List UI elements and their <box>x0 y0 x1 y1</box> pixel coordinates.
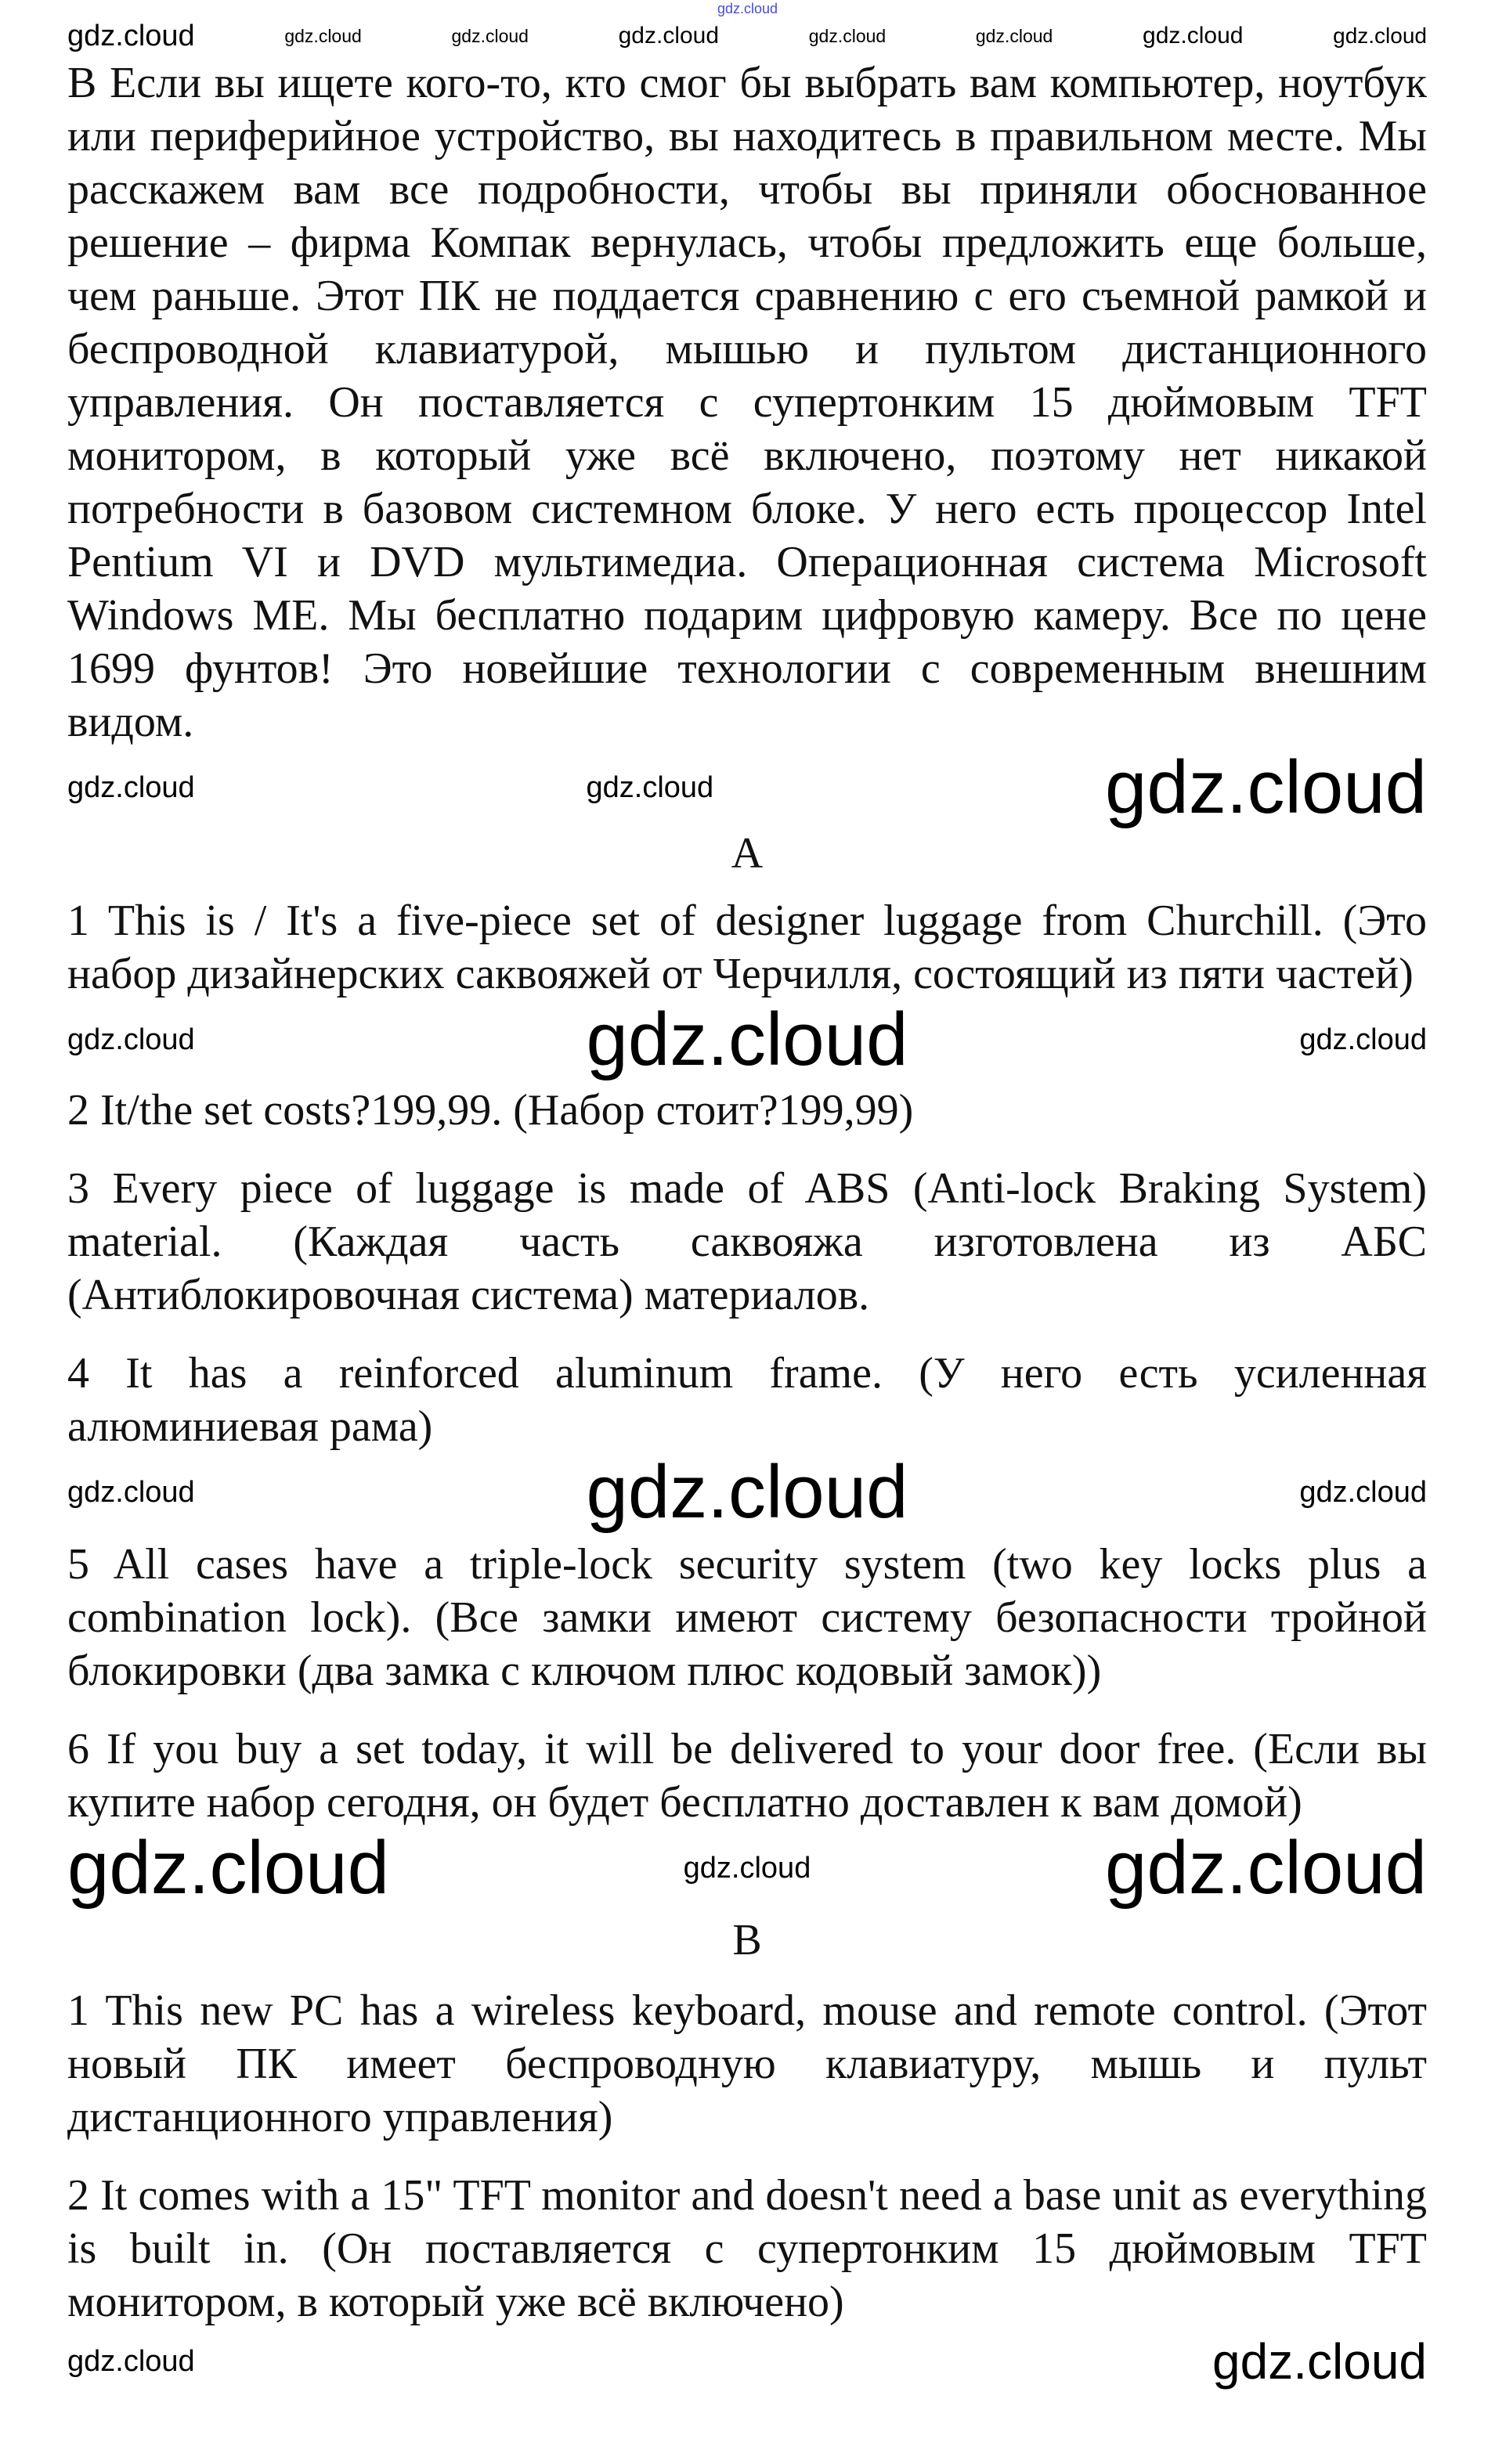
watermark: gdz.cloud <box>67 771 195 804</box>
section-a-item-6: 6 If you buy a set today, it will be delivered to your door free. (Если вы купите набор сегодня, он будет бесплатно доставлен к вам домой) <box>67 1725 1427 1827</box>
watermark: gdz.cloud <box>586 998 908 1081</box>
section-a-item-1: 1 This is / It's a five-piece set of designer luggage from Churchill. (Это набор дизайнерских саквояжей от Черчилля, состоящий из пяти частей) <box>67 896 1427 998</box>
watermark: gdz.cloud <box>586 1450 908 1534</box>
watermark: gdz.cloud <box>1299 1023 1427 1056</box>
watermark-row <box>67 745 1427 829</box>
watermark: gdz.cloud <box>67 1826 389 1910</box>
section-a-item-2: 2 It/the set costs?199,99. (Набор стоит?199,99) <box>67 1086 914 1135</box>
watermark-row <box>67 1826 1427 1910</box>
watermark: gdz.cloud <box>67 2345 195 2378</box>
watermark: gdz.cloud <box>1333 23 1427 48</box>
intro-paragraph: B Если вы ищете кого-то, кто смог бы выбрать вам компьютер, ноутбук или периферийное устройство, вы находитесь в правильном месте. Мы расскажем вам все подробности, чтобы вы приняли обоснованное решение – фирма Компак вернулась, чтобы предложить еще больше, чем раньше. Этот ПК не поддается сравнению с его съемной рамкой и беспроводной клавиатурой, мышью и пультом дистанционного управления. Он поставляется с супертонким 15 дюймовым TFT монитором, в который уже всё включено, поэтому нет никакой потребности в базовом системном блоке. У него есть процессор Intel Pentium VI и DVD мультимедиа. Операционная система Microsoft Windows ME. Мы бесплатно подарим цифровую камеру. Все по цене 1699 фунтов! Это новейшие технологии с современным внешним видом. <box>67 59 1427 746</box>
header-watermark: gdz.cloud <box>717 1 778 16</box>
watermark: gdz.cloud <box>67 20 195 52</box>
section-a-item-3: 3 Every piece of luggage is made of ABS (Anti-lock Braking System) material. (Каждая часть саквояжа изготовлена из АБС (Антиблокировочная система) материалов. <box>67 1164 1427 1319</box>
watermark: gdz.cloud <box>67 1476 195 1509</box>
watermark: gdz.cloud <box>67 1023 195 1056</box>
section-b-heading: B <box>732 1916 762 1964</box>
watermark: gdz.cloud <box>1105 745 1427 829</box>
section-a-item-5: 5 All cases have a triple-lock security system (two key locks plus a combination lock). (Все замки имеют систему безопасности тройной блокировки (два замка с ключом плюс кодовый замок)) <box>67 1540 1427 1695</box>
section-b-item-2: 2 It comes with a 15" TFT monitor and doesn't need a base unit as everything is built in. (Он поставляется с супертонким 15 дюймовым TFT монитором, в который уже всё включено) <box>67 2171 1427 2326</box>
section-a-item-4: 4 It has a reinforced aluminum frame. (У него есть усиленная алюминиевая рама) <box>67 1349 1427 1451</box>
watermark: gdz.cloud <box>1299 1476 1427 1509</box>
watermark-row <box>67 998 1427 1081</box>
watermark: gdz.cloud <box>975 25 1053 46</box>
section-b-item-1: 1 This new PC has a wireless keyboard, mouse and remote control. (Этот новый ПК имеет беспроводную клавиатуру, мышь и пульт дистанционного управления) <box>67 1986 1427 2141</box>
watermark: gdz.cloud <box>586 771 714 804</box>
watermark: gdz.cloud <box>1105 1826 1427 1910</box>
watermark-row <box>67 1450 1427 1534</box>
watermark-row <box>67 22 1427 50</box>
watermark: gdz.cloud <box>683 1852 811 1885</box>
watermark: gdz.cloud <box>1212 2333 1427 2390</box>
watermark-row <box>67 2333 1427 2390</box>
section-a-heading: A <box>731 829 764 878</box>
watermark: gdz.cloud <box>1143 23 1244 49</box>
watermark: gdz.cloud <box>451 25 529 46</box>
watermark: gdz.cloud <box>808 25 887 46</box>
watermark: gdz.cloud <box>284 25 362 46</box>
watermark: gdz.cloud <box>618 23 720 49</box>
